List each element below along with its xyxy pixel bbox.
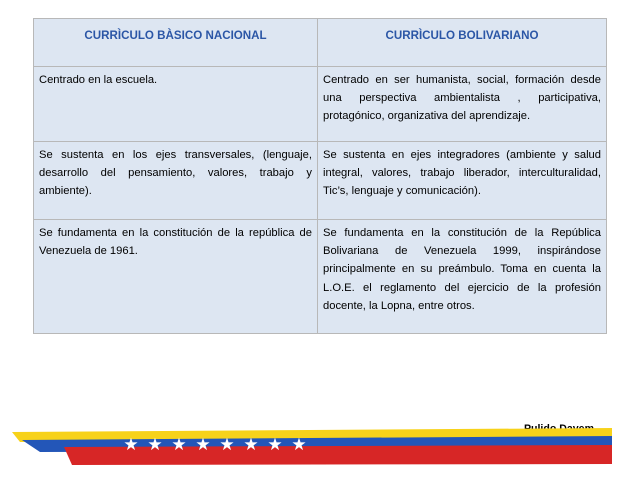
table-cell: Se sustenta en los ejes transversales, (lenguaje, desarrollo del pensamiento, valores, trabajo y ambiente). — [34, 142, 318, 220]
star-icon: ★ — [123, 435, 139, 455]
table-cell: Se fundamenta en la constitución de la república de Venezuela de 1961. — [34, 220, 318, 334]
table-cell: Centrado en la escuela. — [34, 67, 318, 142]
header-curriculo-bolivariano: CURRÌCULO BOLIVARIANO — [318, 19, 607, 67]
star-icon: ★ — [195, 435, 211, 455]
table-cell: Se fundamenta en la constitución de la República Bolivariana de Venezuela 1999, inspirándose principalmente en su preámbulo. Toma en cuenta la L.O.E. el reglamento del ejercicio de la profesión docente, la Lopna, entre otros. — [318, 220, 607, 334]
table-row — [34, 142, 607, 220]
star-icon: ★ — [219, 435, 235, 455]
venezuelan-flag-stripes-icon — [0, 428, 638, 479]
star-icon: ★ — [243, 435, 259, 455]
table-cell: Se sustenta en ejes integradores (ambiente y salud integral, valores, trabajo liberador, interculturalidad, Tic’s, lenguaje y comunicación). — [318, 142, 607, 220]
star-icon: ★ — [291, 435, 307, 455]
table-row — [34, 220, 607, 334]
table-row — [34, 67, 607, 142]
comparison-table — [33, 18, 607, 334]
star-icon: ★ — [267, 435, 283, 455]
star-icon: ★ — [171, 435, 187, 455]
table-cell: Centrado en ser humanista, social, formación desde una perspectiva ambientalista , participativa, protagónico, organizativa del aprendizaje. — [318, 67, 607, 142]
table-header-row — [34, 19, 607, 67]
star-icon: ★ — [147, 435, 163, 455]
header-curriculo-basico: CURRÌCULO BÀSICO NACIONAL — [34, 19, 318, 67]
flag-red-stripe — [64, 445, 612, 465]
